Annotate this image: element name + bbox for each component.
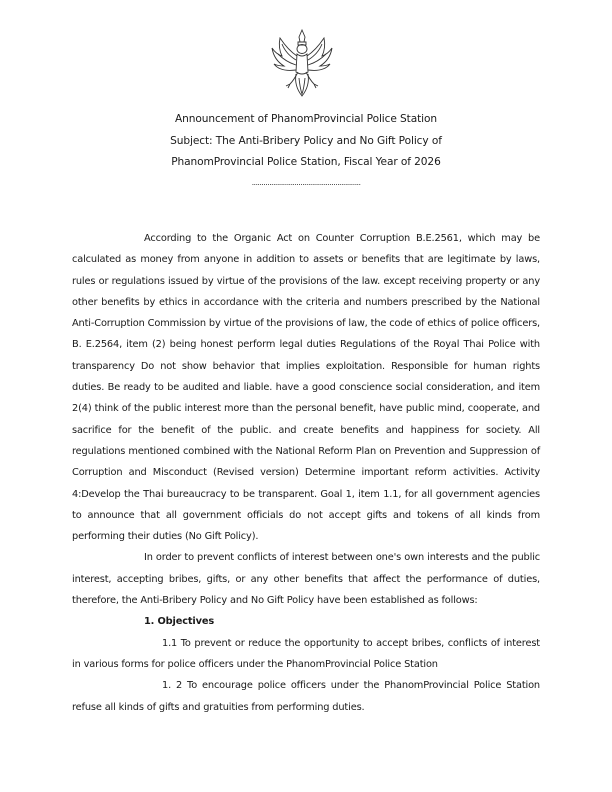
paragraph-preamble: According to the Organic Act on Counter Corruption B.E.2561, which may be calculated as money from anyone in addition to assets or benefits that are legitimate by laws, rules or regulations issued by virtue of the provisions of the law. except receiving property or any other benefits by ethics in accordance with the criteria and numbers prescribed by the National Anti-Corruption Commission by virtue of the provisions of law, the code of ethics of police officers, B. E.2564, item (2) being honest perform legal duties Regulations of the Royal Thai Police with transparency Do not show behavior that implies exploitation. Responsible for human rights duties. Be ready to be audited and liable. have a good conscience social consideration, and item 2(4) think of the public interest more than the personal benefit, have public mind, cooperate, and sacrifice for the benefit of the public. and create benefits and happiness for society. All regulations mentioned combined with the National Reform Plan on Prevention and Suppression of Corruption and Misconduct (Revised version) Determine important reform activities. Activity 4:Develop the Thai bureaucracy to be transparent. Goal 1, item 1.1, for all government agencies to announce that all government officials do not accept gifts and tokens of all kinds from performing their duties (No Gift Policy). (72, 233, 540, 543)
objective-1-1: 1.1 To prevent or reduce the opportunity to accept bribes, conflicts of interest in various forms for police officers under the PhanomProvincial Police Station (72, 637, 540, 670)
paragraph-purpose: In order to prevent conflicts of interest between one's own interests and the public interest, accepting bribes, gifts, or any other benefits that affect the performance of duties, therefore, the Anti-Bribery Policy and No Gift Policy have been established as follows: (72, 552, 540, 607)
title-divider: ........................................................ (251, 178, 361, 187)
objective-1-2: 1. 2 To encourage police officers under the PhanomProvincial Police Station refuse all kinds of gifts and gratuities from performing duties. (72, 680, 540, 713)
document-body (72, 228, 540, 718)
subject-line-continued: PhanomProvincial Police Station, Fiscal Year of 2026 (171, 156, 441, 168)
section-heading-objectives: 1. Objectives (144, 616, 215, 628)
garuda-emblem-icon (266, 28, 338, 100)
subject-line: Subject: The Anti-Bribery Policy and No Gift Policy of (170, 135, 442, 147)
announcement-title: Announcement of PhanomProvincial Police Station (174, 113, 438, 125)
